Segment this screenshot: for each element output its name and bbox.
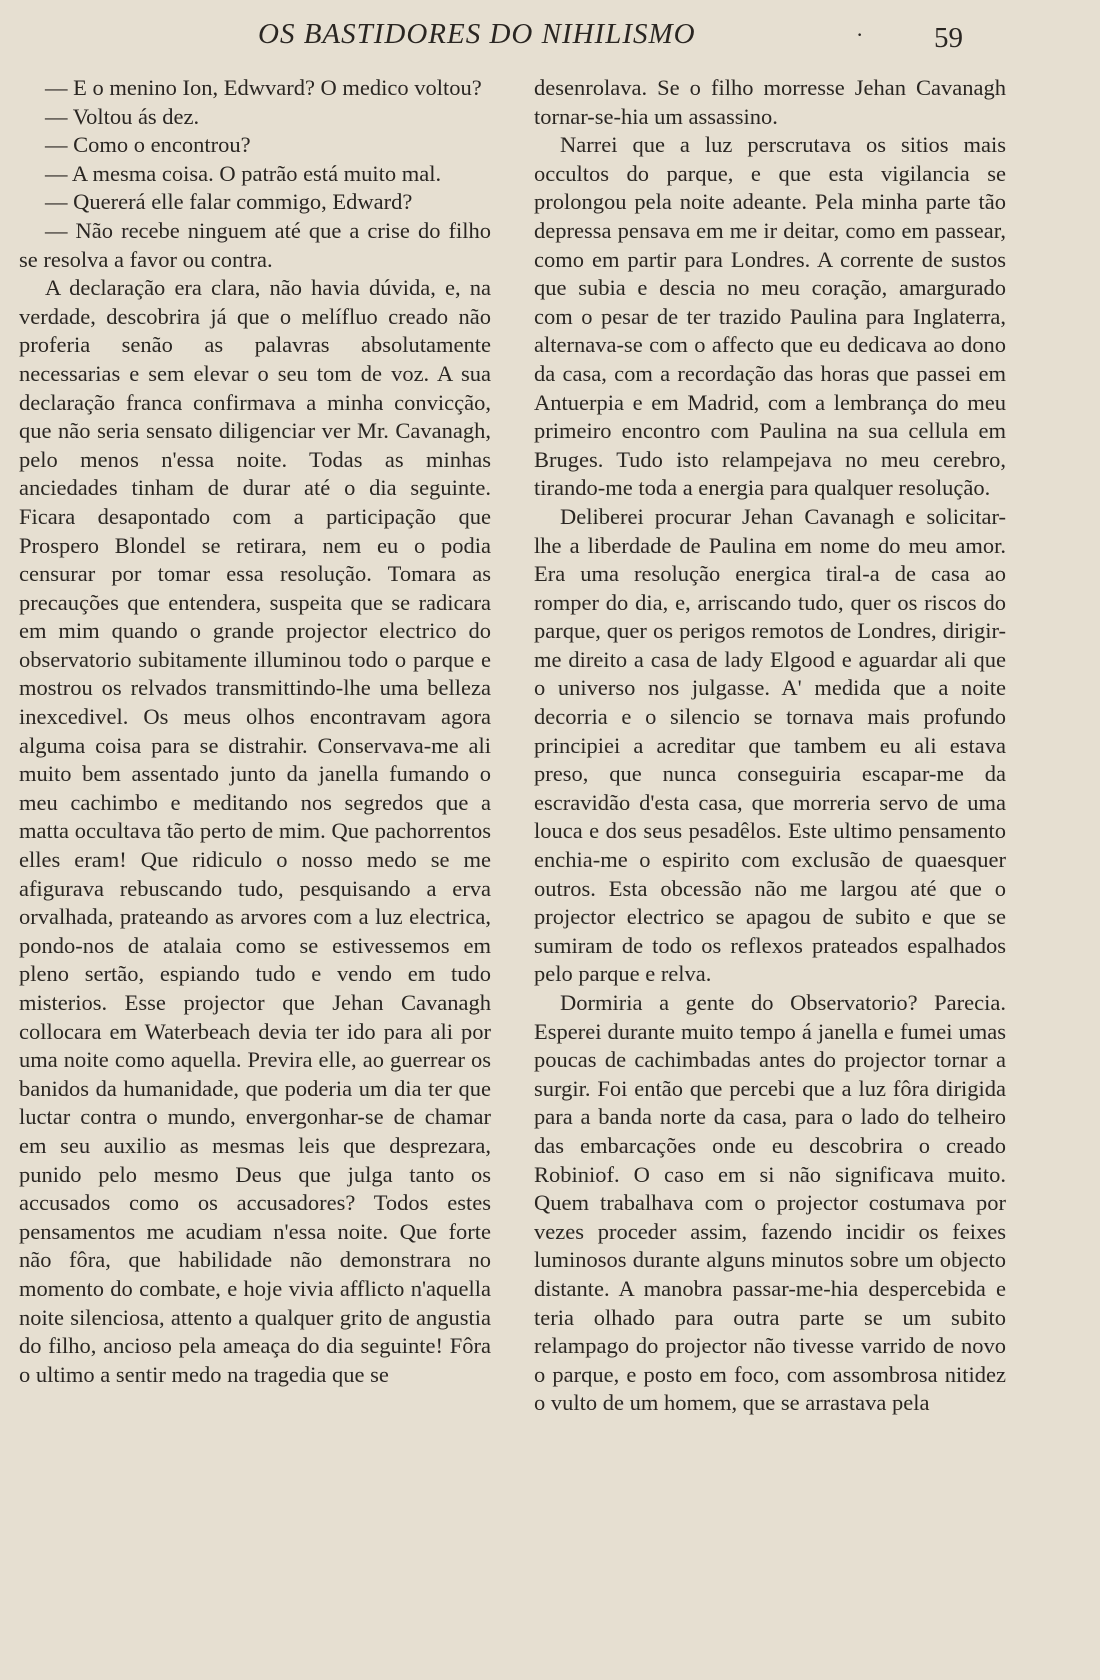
paragraph: Dormiria a gente do Observatorio? Parecia. Esperei durante muito tempo á janella e fumei umas poucas de cachimbadas antes do projector tornar a surgir. Foi então que percebi que a luz fôra dirigida para a banda norte da casa, para o lado do telheiro das embarcações onde eu descobrira o creado Robiniof. O caso em si não significava muito. Quem trabalhava com o projector costumava por vezes proceder assim, fazendo incidir os feixes luminosos durante alguns minutos sobre um objecto distante. A manobra passar-me-hia despercebida e teria olhado para outra parte se um subito relampago do projector não tivesse varrido de novo o parque, e posto em foco, com assombrosa nitidez o vulto de um homem, que se arrastava pela: [534, 990, 1006, 1416]
paragraph: Narrei que a luz perscrutava os sitios mais occultos do parque, e que esta vigilancia se prolongou pela noite adeante. Pela minha parte tão depressa pensava em me ir deitar, como em passear, como em partir para Londres. A corrente de sustos que subia e descia no meu coração, amargurado com o pesar de ter trazido Paulina para Inglaterra, alternava-se com o affecto que eu dedicava ao dono da casa, com a recordação das horas que passei em Antuerpia e em Madrid, com a lembrança do meu primeiro encontro com Paulina na sua cellula em Bruges. Tudo isto relampejava no meu cerebro, tirando-me toda a energia para qualquer resolução.: [534, 132, 1006, 501]
header-dot: ·: [856, 22, 864, 47]
paragraph: — Não recebe ninguem até que a crise do filho se resolva a favor ou contra.: [19, 217, 491, 272]
right-column: [534, 74, 1006, 1418]
paragraph: — A mesma coisa. O patrão está muito mal.: [45, 160, 442, 186]
paragraph: A declaração era clara, não havia dúvida, e, na verdade, descobrira já que o melífluo creado não proferia senão as palavras absolutamente necessarias e sem elevar o seu tom de voz. A sua declaração franca confirmava a minha convicção, que não seria sensato diligenciar ver Mr. Cavanagh, pelo menos n'essa noite. Todas as minhas anciedades tinham de durar até o dia seguinte. Ficara desapontado com a participação que Prospero Blondel se retirara, nem eu o podia censurar por tomar essa resolução. Tomara as precauções que entendera, suspeita que se radicara em mim quando o grande projector electrico do observatorio subitamente illuminou todo o parque e mostrou os relvados transmittindo-lhe uma belleza inexcedivel. Os meus olhos encontravam agora alguma coisa para se distrahir. Conservava-me ali muito bem assentado junto da janella fumando o meu cachimbo e meditando nos segredos que a matta occultava tão perto de mim. Que pachorrentos elles eram! Que ridiculo o nosso medo se me afigurava rebuscando tudo, pesquisando a erva orvalhada, prateando as arvores com a luz electrica, pondo-nos de atalaia como se estivessemos em pleno sertão, espiando tudo e vendo em tudo misterios. Esse projector que Jehan Cavanagh collocara em Waterbeach devia ter ido para ali por uma noite como aquella. Previra elle, ao guerrear os banidos da humanidade, que poderia um dia ter que luctar contra o mundo, envergonhar-se de chamar em seu auxilio as mesmas leis que desprezara, punido pelo mesmo Deus que julga tanto os accusados como os accusadores? Todos estes pensamentos me acudiam n'essa noite. Que forte não fôra, que habilidade não demonstrara no momento do combate, e hoje vivia afflicto n'aquella noite silenciosa, attento a qualquer grito de angustia do filho, ancioso pela ameaça do dia seguinte! Fôra o ultimo a sentir medo na tragedia que se: [19, 275, 491, 1387]
left-column: [19, 74, 491, 1389]
paragraph: — Quererá elle falar commigo, Edward?: [45, 189, 413, 215]
paragraph: — Como o encontrou?: [45, 132, 251, 158]
paragraph: Deliberei procurar Jehan Cavanagh e solicitar-lhe a liberdade de Paulina em nome do meu amor. Era uma resolução energica tiral-a de casa ao romper do dia, e, arriscando tudo, quer os riscos do parque, quer os perigos remotos de Londres, dirigir-me direito a casa de lady Elgood e aguardar ali que o universo nos julgasse. A' medida que a noite decorria e o silencio se tornava mais profundo principiei a acreditar que tambem eu ali estava preso, que nunca conseguiria escapar-me da escravidão d'esta casa, que morreria servo de uma louca e dos seus pesadêlos. Este ultimo pensamento enchia-me o espirito com exclusão de quaesquer outros. Esta obcessão não me largou até que o projector electrico se apagou de subito e que se sumiram de todo os reflexos prateados espalhados pelo parque e relva.: [534, 503, 1006, 987]
paragraph-continued: desenrolava. Se o filho morresse Jehan Cavanagh tornar-se-hia um assassino.: [534, 75, 1006, 129]
paragraph: — E o menino Ion, Edwvard? O medico voltou?: [45, 75, 482, 100]
running-header: [0, 18, 1100, 58]
paragraph: — Voltou ás dez.: [45, 103, 200, 129]
page-number: 59: [934, 22, 963, 54]
running-title: OS BASTIDORES DO NIHILISMO: [258, 18, 696, 50]
